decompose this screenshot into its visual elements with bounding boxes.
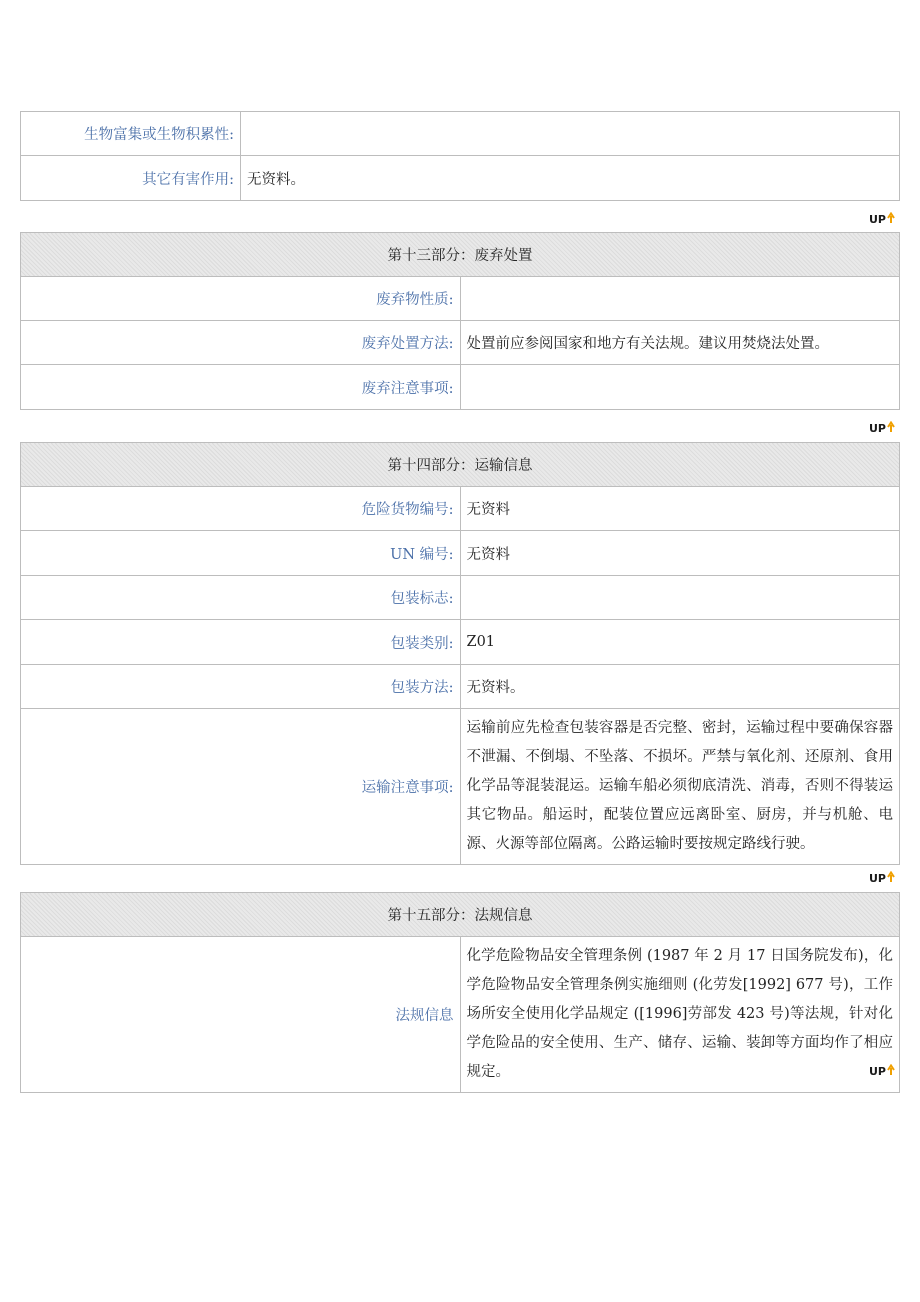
row-value: Z01 bbox=[460, 620, 900, 665]
row-label: 废弃注意事项: bbox=[21, 365, 461, 410]
up-arrow-icon[interactable] bbox=[869, 421, 896, 433]
row-label: 其它有害作用: bbox=[21, 156, 241, 201]
section-13-table bbox=[20, 232, 900, 410]
row-value: 处置前应参阅国家和地方有关法规。建议用焚烧法处置。 bbox=[460, 321, 900, 365]
table-row bbox=[21, 709, 900, 865]
row-value bbox=[241, 112, 900, 156]
row-label: 危险货物编号: bbox=[21, 487, 461, 531]
row-value: 无资料 bbox=[460, 531, 900, 576]
section-15-table bbox=[20, 892, 900, 1093]
row-label: 废弃物性质: bbox=[21, 277, 461, 321]
section-14-table bbox=[20, 442, 900, 865]
section-12-table bbox=[20, 111, 900, 201]
table-row bbox=[21, 156, 900, 201]
row-value: 无资料 bbox=[460, 487, 900, 531]
table-row bbox=[21, 365, 900, 410]
row-label: 法规信息 bbox=[21, 937, 461, 1093]
up-link-label[interactable]: UP bbox=[869, 872, 886, 883]
table-row bbox=[21, 620, 900, 665]
table-row bbox=[21, 112, 900, 156]
table-row bbox=[21, 277, 900, 321]
section-header bbox=[21, 443, 900, 487]
row-label: 运输注意事项: bbox=[21, 709, 461, 865]
row-label: 包装类别: bbox=[21, 620, 461, 665]
up-link-label[interactable]: UP bbox=[869, 422, 886, 433]
row-label: 包装标志: bbox=[21, 576, 461, 620]
section-title: 第十三部分：废弃处置 bbox=[21, 233, 900, 277]
row-label: 生物富集或生物积累性: bbox=[21, 112, 241, 156]
up-arrow-icon[interactable] bbox=[869, 1064, 896, 1076]
row-label: 包装方法: bbox=[21, 665, 461, 709]
up-link-label[interactable]: UP bbox=[869, 213, 886, 224]
table-row bbox=[21, 531, 900, 576]
row-value bbox=[460, 576, 900, 620]
row-value bbox=[460, 365, 900, 410]
section-title: 第十四部分：运输信息 bbox=[21, 443, 900, 487]
up-arrow-icon[interactable] bbox=[869, 871, 896, 883]
table-row bbox=[21, 321, 900, 365]
up-arrow-icon[interactable] bbox=[869, 212, 896, 224]
row-value bbox=[460, 277, 900, 321]
row-value: 无资料。 bbox=[241, 156, 900, 201]
row-label: 废弃处置方法: bbox=[21, 321, 461, 365]
table-row bbox=[21, 665, 900, 709]
row-value: 无资料。 bbox=[460, 665, 900, 709]
section-header bbox=[21, 233, 900, 277]
up-link-label[interactable]: UP bbox=[869, 1065, 886, 1076]
row-value: 运输前应先检查包装容器是否完整、密封，运输过程中要确保容器不泄漏、不倒塌、不坠落、不损坏。严禁与氧化剂、还原剂、食用化学品等混装混运。运输车船必须彻底清洗、消毒，否则不得装运其它物品。船运时，配装位置应远离卧室、厨房，并与机舱、电源、火源等部位隔离。公路运输时要按规定路线行驶。 bbox=[460, 709, 900, 865]
section-title: 第十五部分：法规信息 bbox=[21, 893, 900, 937]
table-row bbox=[21, 937, 900, 1093]
table-row bbox=[21, 487, 900, 531]
row-label: UN 编号: bbox=[21, 531, 461, 576]
section-header bbox=[21, 893, 900, 937]
table-row bbox=[21, 576, 900, 620]
row-value: 化学危险物品安全管理条例 (1987 年 2 月 17 日国务院发布)，化学危险物品安全管理条例实施细则 (化劳发[1992] 677 号)，工作场所安全使用化学品规定 ([1996]劳部发 423 号)等法规，针对化学危险品的安全使用、生产、储存、运输、装卸等方面均作了相应规定。 bbox=[460, 937, 900, 1093]
